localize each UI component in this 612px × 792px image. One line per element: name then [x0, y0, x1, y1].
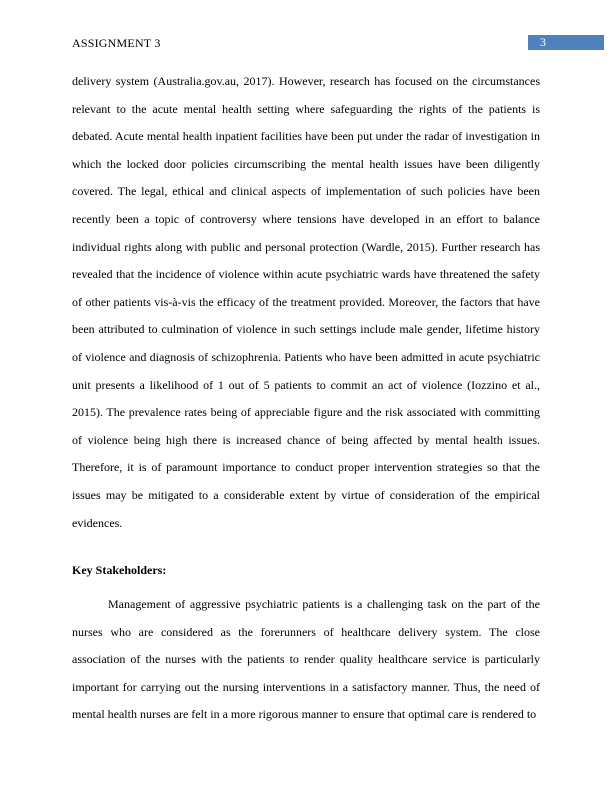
- page-number: 3: [540, 35, 546, 49]
- section-heading-key-stakeholders: Key Stakeholders:: [72, 563, 167, 577]
- paragraph-text: delivery system (Australia.gov.au, 2017). However, research has focused on the circumstances relevant to the acute mental health setting where safeguarding the rights of the patients is debated. Acute mental health inpatient facilities have been put under the radar of investigation in which the locked door policies circumscribing the mental health issues have been diligently covered. The legal, ethical and clinical aspects of implementation of such policies have been recently been a topic of controversy where tensions have developed in an effort to balance individual rights along with public and personal protection (Wardle, 2015). Further research has revealed that the incidence of violence within acute psychiatric wards have threatened the safety of other patients vis-à-vis the efficacy of the treatment provided. Moreover, the factors that have been attributed to culmination of violence in such settings include male gender, lifetime history of violence and diagnosis of schizophrenia. Patients who have been admitted in acute psychiatric unit presents a likelihood of 1 out of 5 patients to commit an act of violence (Iozzino et al., 2015). The prevalence rates being of appreciable figure and the risk associated with committing of violence being high there is increased chance of being affected by mental health issues. Therefore, it is of paramount importance to conduct proper intervention strategies so that the issues may be mitigated to a considerable extent by virtue of consideration of the empirical evidences.: [72, 74, 540, 530]
- body-paragraph-2: [72, 591, 540, 729]
- running-header-title: ASSIGNMENT 3: [72, 36, 161, 50]
- paragraph-text: Management of aggressive psychiatric patients is a challenging task on the part of the nurses who are considered as the forerunners of healthcare delivery system. The close association of the nurses with the patients to render quality healthcare service is particularly important for carrying out the nursing interventions in a satisfactory manner. Thus, the need of mental health nurses are felt in a more rigorous manner to ensure that optimal care is rendered to: [72, 597, 540, 722]
- page-number-badge: [528, 35, 604, 50]
- body-paragraph-1: [72, 68, 540, 537]
